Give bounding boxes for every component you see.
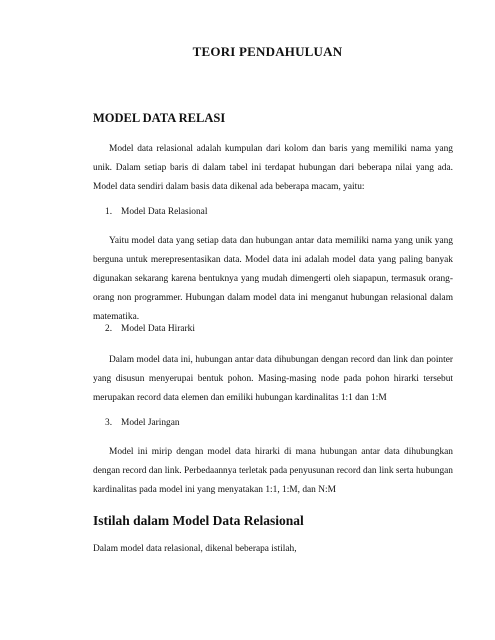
- list-item-number: 1.: [105, 207, 113, 217]
- page-title: TEORI PENDAHULUAN: [192, 44, 343, 59]
- paragraph-model-jaringan: Model ini mirip dengan model data hirarki di mana hubungan antar data dihubungkan dengan record dan link. Perbedaannya terletak pada penyusunan record dan link serta hubungan kardinalitas pada model ini yang menyatakan 1:1, 1:M, dan N:M: [93, 447, 453, 495]
- list-item-label: Model Jaringan: [121, 418, 180, 428]
- paragraph-model-data-relasional: Yaitu model data yang setiap data dan hubungan antar data memiliki nama yang unik yang berguna untuk merepresentasikan data. Model data ini adalah model data yang paling banyak digunakan sekarang karena bentuknya yang mudah dimengerti oleh siapapun, termasuk orang-orang non programmer. Hubungan dalam model data ini menganut hubungan relasional dalam matematika.: [93, 236, 453, 322]
- list-item-label: Model Data Relasional: [121, 207, 208, 217]
- paragraph-model-data-hirarki: Dalam model data ini, hubungan antar data dihubungan dengan record dan link dan pointer yang disusun menyerupai bentuk pohon. Masing-masing node pada pohon hirarki tersebut merupakan record data elemen dan emiliki hubungan kardinalitas 1:1 dan 1:M: [93, 355, 453, 403]
- list-item-model-data-hirarki: [105, 324, 195, 334]
- list-item-model-data-relasional: [105, 207, 207, 217]
- section-heading-model-data-relasi: MODEL DATA RELASI: [93, 111, 226, 125]
- section-intro-paragraph: Model data relasional adalah kumpulan dari kolom dan baris yang memiliki nama yang unik. Dalam setiap baris di dalam tabel ini terdapat hubungan dari beberapa nilai yang ada. Model data sendiri dalam basis data dikenal ada beberapa macam, yaitu:: [93, 144, 453, 192]
- list-item-model-jaringan: [105, 418, 180, 428]
- section-heading-istilah: Istilah dalam Model Data Relasional: [93, 513, 304, 528]
- list-item-number: 2.: [105, 324, 113, 334]
- list-item-label: Model Data Hirarki: [121, 324, 195, 334]
- list-item-number: 3.: [105, 418, 113, 428]
- paragraph-istilah-intro: Dalam model data relasional, dikenal beberapa istilah,: [93, 544, 297, 554]
